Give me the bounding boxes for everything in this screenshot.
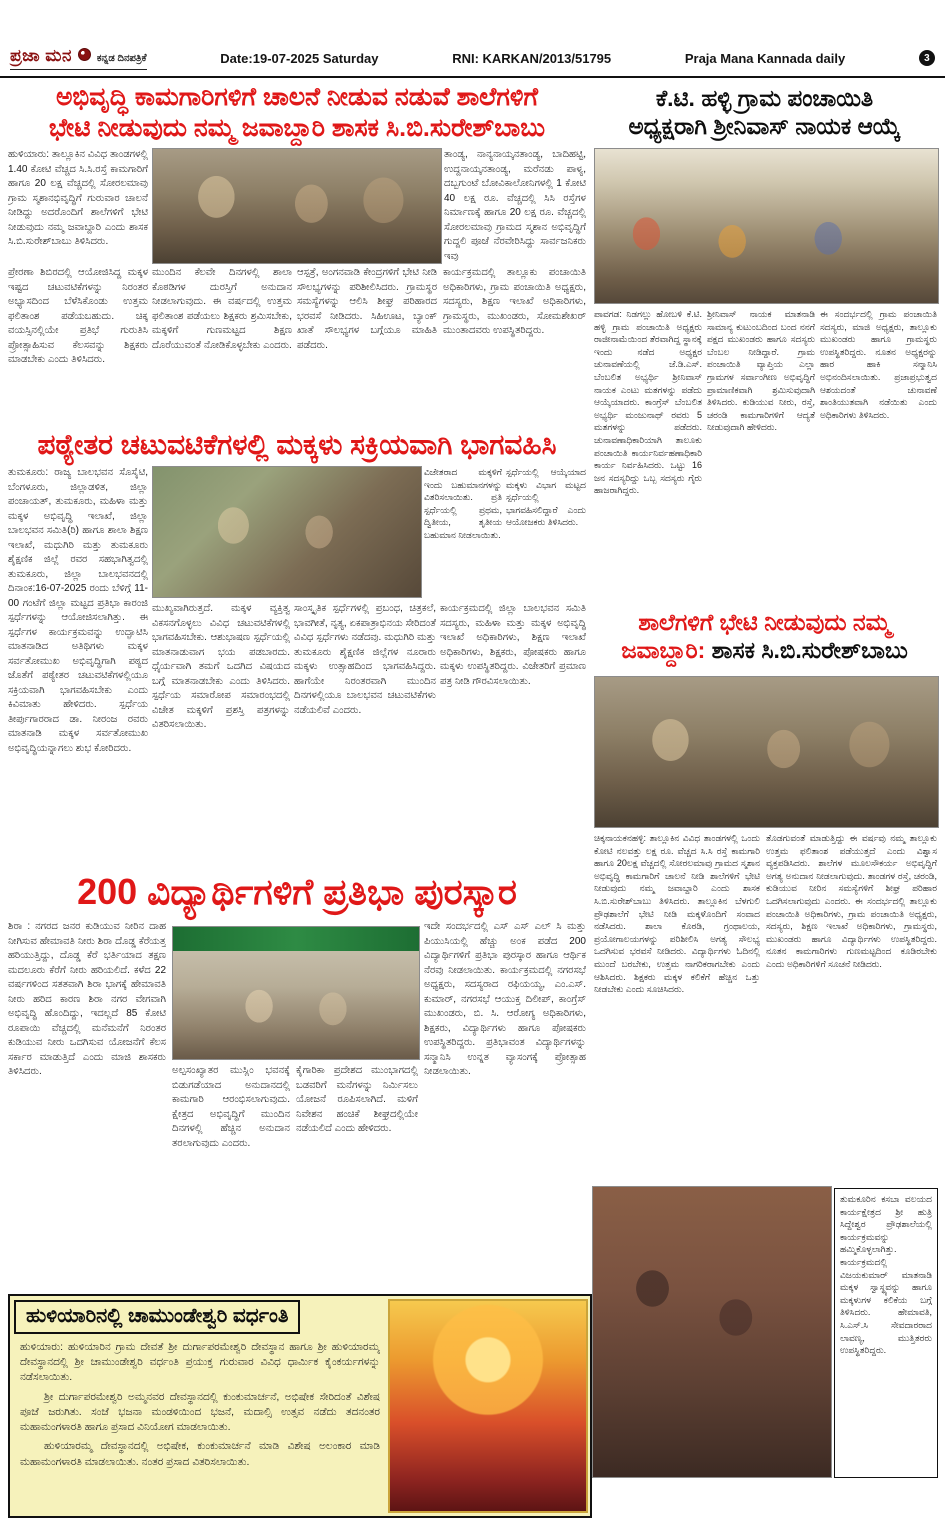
- main-story-col-left: ಹುಳಿಯಾರು: ತಾಲ್ಲೂಕಿನ ವಿವಿಧ ತಾಂಡಗಳಲ್ಲಿ 1.40 ಕೋಟಿ ವೆಚ್ಚದ ಸಿ.ಸಿ.ರಸ್ತೆ ಕಾಮಗಾರಿಗೆ ಹಾಗೂ 20 ಲಕ್ಷ ವೆಚ್ಚದಲ್ಲಿ ಸೋರಲಮಾವು ಗ್ರಾಮ ಸ್ಮಶಾನಭಿವೃದ್ಧಿಗೆ ಗುರುವಾರ ಚಾಲನೆ ನೀಡಿದ್ದು ಅದರೊಂದಿಗೆ ಶಾಲೆಗಳಿಗೆ ಭೇಟಿ ನೀಡುವುದು ನಮ್ಮ ಜವಾಬ್ದಾರಿ ಎಂದು ಶಾಸಕ ಸಿ.ಬಿ.ಸುರೇಶ್‌ಬಾಬು ತಿಳಿಸಿದರು.: [8, 149, 148, 247]
- pratibha-karanji-inauguration-photo: [152, 466, 422, 598]
- main-story-col3: ಆಸ್ಪತ್ರೆ, ಅಂಗನವಾಡಿ ಕೇಂದ್ರಗಳಿಗೆ ಭೇಟಿ ನೀಡಿ ಸೌಲಭ್ಯಗಳನ್ನು ಪರಿಶೀಲಿಸಿದರು. ಗ್ರಾಮಸ್ಥರ ಸಮಸ್ಯೆಗಳನ್ನು ಆಲಿಸಿ ಶೀಘ್ರ ಪರಿಹಾರದ ಭರವಸೆ ನೀಡಿದರು. ಸಿಹಿಊಟ, ಬ್ಯಾಂಕ್ ಖಾತೆ ಸೌಲಭ್ಯಗಳ ಬಗ್ಗೆಯೂ ಮಾಹಿತಿ ಪಡೆದರು.: [297, 267, 437, 351]
- kt-halli-col1: ಪಾವಗಡ: ನಿಡಗಲ್ಲು ಹೋಬಳಿ ಕೆ.ಟಿ. ಹಳ್ಳಿ ಗ್ರಾಮ ಪಂಚಾಯಿತಿ ಅಧ್ಯಕ್ಷರು ರಾಜೀನಾಮೆಯಿಂದ ತೆರವಾಗಿದ್ದ ಸ್ಥಾನಕ್ಕೆ ಇಂದು ನಡೆದ ಅಧ್ಯಕ್ಷರ ಚುನಾವಣೆಯಲ್ಲಿ ಜೆ.ಡಿ.ಎಸ್. ಬೆಂಬಲಿತ ಅಭ್ಯರ್ಥಿ ಶ್ರೀನಿವಾಸ್ ನಾಯಕ ಎಂಟು ಮತಗಳನ್ನು ಪಡೆದು ಆಯ್ಕೆಯಾದರು. ಕಾಂಗ್ರೆಸ್ ಬೆಂಬಲಿತ ಅಭ್ಯರ್ಥಿ ಮಂಜುನಾಥ್ ರವರು 5 ಮತಗಳನ್ನು ಪಡೆದರು. ಚುನಾವಣಾಧಿಕಾರಿಯಾಗಿ ತಾಲೂಕು ಪಂಚಾಯಿತಿ ಕಾರ್ಯನಿರ್ವಹಣಾಧಿಕಾರಿ ಕಾರ್ಯ ನಿರ್ವಹಿಸಿದರು. ಒಟ್ಟು 16 ಜನ ಸದಸ್ಯರಿದ್ದು ಒಬ್ಬ ಸದಸ್ಯರು ಗೈರು ಹಾಜರಾಗಿದ್ದರು.: [594, 309, 702, 496]
- extracurricular-col-left: ತುಮಕೂರು: ರಾಜ್ಯ ಬಾಲಭವನ ಸೊಸೈಟಿ, ಬೆಂಗಳೂರು, ಜಿಲ್ಲಾಡಳಿತ, ಜಿಲ್ಲಾ ಪಂಚಾಯತ್, ತುಮಕೂರು, ಮಹಿಳಾ ಮತ್ತು ಮಕ್ಕಳ ಅಭಿವೃದ್ಧಿ ಇಲಾಖೆ, ಜಿಲ್ಲಾ ಬಾಲಭವನ ಸಮಿತಿ(ರಿ) ಹಾಗೂ ಶಾಲಾ ಶಿಕ್ಷಣ ಇಲಾಖೆ, ಮಧುಗಿರಿ ಮತ್ತು ತುಮಕೂರು ಶೈಕ್ಷಣಿಕ ಜಿಲ್ಲೆ ರವರ ಸಹಭಾಗಿತ್ವದಲ್ಲಿ ತುಮಕೂರು, ಜಿಲ್ಲಾ ಬಾಲಭವನದಲ್ಲಿ ದಿನಾಂಕ:16-07-2025 ರಂದು ಬೆಳಿಗ್ಗೆ 11-00 ಗಂಟೆಗೆ ಜಿಲ್ಲಾ ಮಟ್ಟದ ಪ್ರತಿಭಾ ಕಾರಂಜಿ ಸ್ಪರ್ಧೆಗಳನ್ನು ಆಯೋಜಿಸಲಾಗಿತ್ತು. ಈ ಸ್ಪರ್ಧೆಗಳ ಕಾರ್ಯಕ್ರಮವನ್ನು ಉದ್ಘಾಟಿಸಿ ಮಾತನಾಡಿದ ಅತಿಥಿಗಳು ಮಕ್ಕಳ ಸರ್ವತೋಮುಖ ಅಭಿವೃದ್ಧಿಗಾಗಿ ಪಠ್ಯದ ಜೊತೆಗೆ ಪಠ್ಯೇತರ ಚಟುವಟಿಕೆಗಳಲ್ಲಿಯೂ ಸಕ್ರಿಯವಾಗಿ ಭಾಗವಹಿಸಬೇಕು ಎಂದು ಕಿವಿಮಾತು ಹೇಳಿದರು. ಸ್ಪರ್ಧೆಯ ತೀರ್ಪುಗಾರರಾದ ಡಾ. ನೀರಂಜ ರವರು ಮಾತನಾಡಿ ಮಕ್ಕಳ ಸರ್ವತೋಮುಖ ಅಭಿವೃದ್ಧಿಯನ್ನಾಗಲು ಶುಭ ಕೋರಿದರು.: [8, 467, 148, 754]
- masthead-logo: [10, 46, 147, 70]
- mla-school-visit-photo: [594, 676, 939, 828]
- main-headline-line2: ಭೇಟಿ ನೀಡುವುದು ನಮ್ಮ ಜವಾಬ್ದಾರಿ ಶಾಸಕ ಸಿ.ಬಿ.ಸುರೇಶ್‌ಬಾಬು: [48, 113, 546, 142]
- main-story-col2: ಮುಂದಿನ ಕೆಲವೇ ದಿನಗಳಲ್ಲಿ ಶಾಲಾ ಕೊಠಡಿಗಳ ದುರಸ್ತಿಗೆ ಅನುದಾನ ನೀಡಲಾಗುವುದು. ಈ ವರ್ಷದಲ್ಲಿ ಉತ್ತಮ ಫಲಿತಾಂಶ ಪಡೆಯಲು ಶಿಕ್ಷಕರು ಶ್ರಮಿಸಬೇಕು, ಮಕ್ಕಳಿಗೆ ಗುಣಮಟ್ಟದ ಶಿಕ್ಷಣ ದೊರೆಯುವಂತೆ ನೋಡಿಕೊಳ್ಳಬೇಕು ಎಂದರು.: [152, 267, 292, 351]
- chamundi-story-box: [8, 1294, 592, 1518]
- main-story-col1: ಪ್ರೇರಣಾ ಶಿಬಿರದಲ್ಲಿ ಆಯೋಜಿಸಿದ್ದ ಮಕ್ಕಳ ಇಷ್ಟದ ಚಟುವಟಿಕೆಗಳನ್ನು ನಿರಂತರ ಅಭ್ಯಾಸದಿಂದ ಬೆಳೆಸಿಕೊಂಡು ಉತ್ತಮ ಫಲಿತಾಂಶ ಪಡೆಯಬಹುದು. ಚಿಕ್ಕ ವಯಸ್ಸಿನಲ್ಲಿಯೇ ಪ್ರತಿಭೆ ಗುರುತಿಸಿ ಪ್ರೋತ್ಸಾಹಿಸುವ ಕೆಲಸವನ್ನು ಶಿಕ್ಷಕರು ಮಾಡಬೇಕು ಎಂದು ತಿಳಿಸಿದರು.: [8, 267, 148, 365]
- extracurricular-headline: ಪಠ್ಯೇತರ ಚಟುವಟಿಕೆಗಳಲ್ಲಿ ಮಕ್ಕಳು ಸಕ್ರಿಯವಾಗಿ ಭಾಗವಹಿಸಿ: [37, 429, 557, 460]
- extracurricular-col2: ಸಾಂಸ್ಕೃತಿಕ ಸ್ಪರ್ಧೆಗಳಲ್ಲಿ ಪ್ರಬಂಧ, ಚಿತ್ರಕಲೆ, ಭಾವಗೀತೆ, ನೃತ್ಯ, ಏಕಪಾತ್ರಾಭಿನಯ ಸೇರಿದಂತೆ ವಿವಿಧ ಸ್ಪರ್ಧೆಗಳು ನಡೆದವು. ಮಧುಗಿರಿ ಮತ್ತು ತುಮಕೂರು ಶೈಕ್ಷಣಿಕ ಜಿಲ್ಲೆಗಳ ನೂರಾರು ಮಕ್ಕಳು ಉತ್ಸಾಹದಿಂದ ಭಾಗವಹಿಸಿದ್ದರು. ಹಾಗೆಯೇ ನಿರಂತರವಾಗಿ ಮುಂದಿನ ದಿನಗಳಲ್ಲಿಯೂ ಬಾಲಭವನ ಚಟುವಟಿಕೆಗಳು ನಡೆಯಲಿವೆ ಎಂದರು.: [294, 603, 436, 716]
- talent-award-ceremony-photo: [172, 926, 420, 1060]
- kt-halli-headline-line1: ಕೆ.ಟಿ. ಹಳ್ಳಿ ಗ್ರಾಮ ಪಂಚಾಯಿತಿ: [655, 85, 874, 111]
- visit-headline-line1: ಶಾಲೆಗಳಿಗೆ ಭೇಟಿ ನೀಡುವುದು ನಮ್ಮ: [638, 609, 891, 635]
- talent-story-col2: ಕೈಗಾರಿಕಾ ಪ್ರದೇಶದ ಮುಂಭಾಗದಲ್ಲಿ ಬಡವರಿಗೆ ಮನೆಗಳನ್ನು ನಿರ್ಮಿಸಲು ಯೋಜನೆ ರೂಪಿಸಲಾಗಿದೆ. ಮಳಿಗೆ ನಿವೇಶನ ಹಂಚಿಕೆ ಶೀಘ್ರದಲ್ಲಿಯೇ ನಡೆಯಲಿದೆ ಎಂದು ಹೇಳಿದರು.: [296, 1065, 418, 1134]
- stage-banner: [173, 927, 419, 951]
- main-story-col-right: ತಾಂಡ್ಯ, ನಾನ್ಯನಾಯ್ಕನತಾಂಡ್ಯ, ಬಾದಿಹಟ್ಟಿ, ಉದ್ದನಾಯ್ಕನತಾಂಡ್ಯ, ಮರೆನಡು ಪಾಳ್ಯ, ದಬ್ಬಗುಂಟೆ ಬೋವಿಕಾಲೋನಿಗಳಲ್ಲಿ 1 ಕೋಟಿ 40 ಲಕ್ಷ ರೂ. ವೆಚ್ಚದಲ್ಲಿ ಸಿಸಿ ರಸ್ತೆಗಳ ನಿರ್ಮಾಣಕ್ಕೆ ಹಾಗೂ 20 ಲಕ್ಷ ರೂ. ವೆಚ್ಚದಲ್ಲಿ ಸೋರಲಮಾವು ಗ್ರಾಮದ ಸ್ಮಶಾನ ಅಭಿವೃದ್ಧಿಗೆ ಗುದ್ದಲಿ ಪೂಜೆ ನೆರವೇರಿಸಿದ್ದು ಸಾರ್ವಜನಿಕರು ಇವು: [444, 149, 586, 262]
- chamundi-para2: ಶ್ರೀ ದುರ್ಗಾಪರಮೇಶ್ವರಿ ಅಮ್ಮನವರ ದೇವಸ್ಥಾನದಲ್ಲಿ ಕುಂಕುಮಾರ್ಚನೆ, ಅಭಿಷೇಕ ಸೇರಿದಂತೆ ವಿಶೇಷ ಪೂಜೆ ಜರುಗಿತು. ಸಂಜೆ ಭಜನಾ ಮಂಡಳಿಯಿಂದ ಭಜನೆ, ಮದಾಲ್ಸಿ ಉತ್ಸವ ನಡೆದು ತದನಂತರ ಮಹಾಮಂಗಳಾರತಿ ಹಾಗೂ ಪ್ರಸಾದ ವಿನಿಯೋಗ ಮಾಡಲಾಯಿತು.: [20, 1390, 380, 1434]
- kt-halli-headline: [592, 84, 937, 140]
- talent-story-col-left: ಶಿರಾ : ನಗರದ ಜನರ ಕುಡಿಯುವ ನೀರಿನ ದಾಹ ನೀಗಿಸುವ ಹೇಮಾವತಿ ನೀರು ಶಿರಾ ದೊಡ್ಡ ಕೆರೆಯತ್ತ ಹರಿಯುತ್ತಿದ್ದು, ದೊಡ್ಡ ಕೆರೆ ಭರ್ತಿಯಾದ ತಕ್ಷಣ ಮದಲೂರು ಕೆರೆಗೆ ನೀರು ಹರಿಯಲಿದೆ. ಕಳೆದ 22 ವರ್ಷಗಳಿಂದ ಸತತವಾಗಿ ಶಿರಾ ಭಾಗಕ್ಕೆ ಹೇಮಾವತಿ ನೀರು ಹರಿದ ಕಾರಣ ಶಿರಾ ನಗರ ವೇಗವಾಗಿ ಅಭಿವೃದ್ಧಿ ಹೊಂದಿದ್ದು, ಇದಲ್ಲದೆ 85 ಕೋಟಿ ರೂಪಾಯಿ ವೆಚ್ಚದಲ್ಲಿ ಮನೆಮನೆಗೆ ನಿರಂತರ ಕುಡಿಯುವ ನೀರು ಒದಗಿಸುವ ಯೋಜನೆಗೆ ಕೆಲಸ ಸರ್ಕಾರ ಮಾಡುತ್ತಿದೆ ಎಂದು ಮಾಜಿ ಶಾಸಕರು ತಿಳಿಸಿದರು.: [8, 921, 166, 1077]
- visit-story-col1: ಚಿಕ್ಕನಾಯಕನಹಳ್ಳಿ: ತಾಲ್ಲೂಕಿನ ವಿವಿಧ ತಾಂಡಗಳಲ್ಲಿ ಒಂದು ಕೋಟಿ ನಲವತ್ತು ಲಕ್ಷ ರೂ. ವೆಚ್ಚದ ಸಿ.ಸಿ ರಸ್ತೆ ಕಾಮಗಾರಿ ಹಾಗೂ 20ಲಕ್ಷ ವೆಚ್ಚದಲ್ಲಿ ಸೋರಲಮಾವು ಗ್ರಾಮದ ಸ್ಮಶಾನ ಅಭಿವೃದ್ಧಿ ಕಾಮಗಾರಿಗೆ ಚಾಲನೆ ನೀಡಿ ಶಾಲೆಗಳಿಗೆ ಭೇಟಿ ನೀಡುವುದು ನಮ್ಮ ಜವಾಬ್ದಾರಿ ಎಂದು ಶಾಸಕ ಸಿ.ಬಿ.ಸುರೇಶ್‌ಬಾಬು ತಿಳಿಸಿದರು. ತಾಲ್ಲೂಕಿನ ಬೆಳಗುಲಿ ಪ್ರೌಢಶಾಲೆಗೆ ಭೇಟಿ ನೀಡಿ ಮಕ್ಕಳೊಂದಿಗೆ ಸಂವಾದ ನಡೆಸಿದರು. ಶಾಲಾ ಕೊಠಡಿ, ಗ್ರಂಥಾಲಯ, ಪ್ರಯೋಗಾಲಯಗಳನ್ನು ಪರಿಶೀಲಿಸಿ ಅಗತ್ಯ ಸೌಲಭ್ಯ ಒದಗಿಸುವ ಭರವಸೆ ನೀಡಿದರು. ವಿದ್ಯಾರ್ಥಿಗಳು ಓದಿನಲ್ಲಿ ಮುಂದೆ ಬರಬೇಕು, ಉತ್ತಮ ನಾಗರಿಕರಾಗಬೇಕು ಎಂದು ಆಶಿಸಿದರು. ಶಿಕ್ಷಕರು ಮಕ್ಕಳ ಕಲಿಕೆಗೆ ಹೆಚ್ಚಿನ ಒತ್ತು ನೀಡಬೇಕು ಎಂದು ಸೂಚಿಸಿದರು.: [594, 833, 760, 995]
- chamundi-headline: ಹುಳಿಯಾರಿನಲ್ಲಿ ಚಾಮುಂಡೇಶ್ವರಿ ವರ್ಧಂತಿ: [14, 1300, 300, 1334]
- visit-story-side-box: ತುಮಕೂರಿನ ಕಸಬಾ ವಲಯದ ಕಾರ್ಯಕ್ಷೇತ್ರದ ಶ್ರೀ ಹುತ್ರಿ ಸಿದ್ದೇಶ್ವರ ಪ್ರೌಢಶಾಲೆಯಲ್ಲಿ ಕಾರ್ಯಕ್ರಮವನ್ನು ಹಮ್ಮಿಕೊಳ್ಳಲಾಗಿತ್ತು. ಕಾರ್ಯಕ್ರಮದಲ್ಲಿ ವಿಜಯಕುಮಾರ್ ಮಾತನಾಡಿ ಮಕ್ಕಳ ಸ್ವಾಸ್ಥ್ಯವನ್ನು ಹಾಗೂ ಮಕ್ಕಳುಗಳ ಕಲಿಕೆಯ ಬಗ್ಗೆ ತಿಳಿಸಿದರು. ಹೇಮಾವತಿ, ಸಿ.ಎಸ್.ಸಿ ಸೇವದಾರರಾದ ಲಾವಣ್ಯ, ಮುತ್ತಿತರರು ಉಪಸ್ಥಿತರಿದ್ದರು.: [834, 1188, 938, 1478]
- newspaper-logo-text: ಪ್ರಜಾ ಮನ: [10, 46, 72, 65]
- extracurricular-col1: ಮುಖ್ಯವಾಗಿರುತ್ತದೆ. ಮಕ್ಕಳ ವ್ಯಕ್ತಿತ್ವ ವಿಕಸನಗೊಳ್ಳಲು ವಿವಿಧ ಚಟುವಟಿಕೆಗಳಲ್ಲಿ ಭಾಗವಹಿಸಬೇಕು. ಆಶುಭಾಷಣ ಸ್ಪರ್ಧೆಯಲ್ಲಿ ಮಾತನಾಡುವಾಗ ಭಯ ಪಡಬಾರದು. ಧೈರ್ಯವಾಗಿ ತಮಗೆ ಒದಗಿದ ವಿಷಯದ ಬಗ್ಗೆ ಮಾತನಾಡಬೇಕು ಎಂದು ತಿಳಿಸಿದರು. ಸ್ಪರ್ಧೆಯ ಸಮಾರೋಪ ಸಮಾರಂಭದಲ್ಲಿ ವಿಜೇತ ಮಕ್ಕಳಿಗೆ ಪ್ರಶಸ್ತಿ ಪತ್ರಗಳನ್ನು ವಿತರಿಸಲಾಯಿತು.: [152, 603, 290, 730]
- talent-story-col-right: ಇದೇ ಸಂದರ್ಭದಲ್ಲಿ ಎಸ್ ಎಸ್ ಎಲ್ ಸಿ ಮತ್ತು ಪಿಯುಸಿಯಲ್ಲಿ ಹೆಚ್ಚು ಅಂಕ ಪಡೆದ 200 ವಿದ್ಯಾರ್ಥಿಗಳಿಗೆ ಪ್ರತಿಭಾ ಪುರಸ್ಕಾರ ಹಾಗೂ ಆರ್ಥಿಕ ನೆರವು ನೀಡಲಾಯಿತು. ಕಾರ್ಯಕ್ರಮದಲ್ಲಿ ನಗರಸಭೆ ಅಧ್ಯಕ್ಷರು, ಸದಸ್ಯರಾದ ರಫಿಯಯ್ಯ, ಎಂ.ಎಸ್. ಕುಮಾರ್, ನಗರಸಭೆ ಆಯುಕ್ತ ದಿಲೀಪ್, ಕಾಂಗ್ರೆಸ್ ಮುಖಂಡರು, ಬಿ. ಸಿ. ಆರೋಗ್ಯ ಅಧಿಕಾರಿಗಳು, ಶಿಕ್ಷಕರು, ವಿದ್ಯಾರ್ಥಿಗಳು ಹಾಗೂ ಪೋಷಕರು ಉಪಸ್ಥಿತರಿದ್ದರು. ಪ್ರತಿಭಾವಂತ ವಿದ್ಯಾರ್ಥಿಗಳನ್ನು ಸನ್ಮಾನಿಸಿ ಉನ್ನತ ವ್ಯಾಸಂಗಕ್ಕೆ ಪ್ರೋತ್ಸಾಹ ನೀಡಲಾಯಿತು.: [424, 921, 586, 1077]
- edition-date: Date:19-07-2025 Saturday: [220, 50, 379, 66]
- visit-story-headline: [592, 608, 937, 664]
- main-story-headline: [8, 82, 586, 143]
- chamundi-para1: ಹುಳಿಯಾರು: ಹುಳಿಯಾರಿನ ಗ್ರಾಮ ದೇವತೆ ಶ್ರೀ ದುರ್ಗಾಪರಮೇಶ್ವರಿ ದೇವಸ್ಥಾನ ಹಾಗೂ ಶ್ರೀ ಹುಳಿಯಾರಮ್ಮ ದೇವಸ್ಥಾನದಲ್ಲಿ ಶ್ರೀ ಚಾಮುಂಡೇಶ್ವರಿ ವರ್ಧಂತಿ ಪ್ರಯುಕ್ತ ಗುರುವಾರ ವಿವಿಧ ಧಾರ್ಮಿಕ ಕೈಂಕರ್ಯಗಳನ್ನು ನಡೆಸಲಾಯಿತು.: [20, 1341, 380, 1384]
- chamundi-body: [20, 1340, 380, 1508]
- kt-halli-headline-line2: ಅಧ್ಯಕ್ಷರಾಗಿ ಶ್ರೀನಿವಾಸ್ ನಾಯಕ ಆಯ್ಕೆ: [628, 113, 901, 140]
- extracurricular-col3: ಕಾರ್ಯಕ್ರಮದಲ್ಲಿ ಜಿಲ್ಲಾ ಬಾಲಭವನ ಸಮಿತಿ ಸದಸ್ಯರು, ಮಹಿಳಾ ಮತ್ತು ಮಕ್ಕಳ ಅಭಿವೃದ್ಧಿ ಇಲಾಖೆ ಅಧಿಕಾರಿಗಳು, ಶಿಕ್ಷಣ ಇಲಾಖೆ ಅಧಿಕಾರಿಗಳು, ಶಿಕ್ಷಕರು, ಪೋಷಕರು ಹಾಗೂ ಮಕ್ಕಳು ಉಪಸ್ಥಿತರಿದ್ದರು. ವಿಜೇತರಿಗೆ ಪ್ರಮಾಣ ಪತ್ರ ನೀಡಿ ಗೌರವಿಸಲಾಯಿತು.: [440, 603, 586, 687]
- page-number-badge: 3: [919, 50, 935, 66]
- visit-headline-line2-red: ಜವಾಬ್ದಾರಿ:: [621, 637, 706, 664]
- newspaper-logo-subtitle: ಕನ್ನಡ ದಿನಪತ್ರಿಕೆ: [96, 53, 147, 64]
- students-program-crowd-photo: [592, 1186, 832, 1478]
- visit-story-col2: ತೊಡಗುವಂತೆ ಮಾಡುತ್ತಿದ್ದು ಈ ವರ್ಷವು ನಮ್ಮ ತಾಲ್ಲೂಕು ಉತ್ತಮ ಫಲಿತಾಂಶ ಪಡೆಯುತ್ತದೆ ಎಂದು ವಿಶ್ವಾಸ ವ್ಯಕ್ತಪಡಿಸಿದರು. ಶಾಲೆಗಳ ಮೂಲಸೌಕರ್ಯ ಅಭಿವೃದ್ಧಿಗೆ ಅಗತ್ಯ ಅನುದಾನ ನೀಡಲಾಗುವುದು. ತಾಂಡಗಳ ರಸ್ತೆ, ಚರಂಡಿ, ಕುಡಿಯುವ ನೀರಿನ ಸಮಸ್ಯೆಗಳಿಗೆ ಶೀಘ್ರ ಪರಿಹಾರ ಒದಗಿಸಲಾಗುವುದು ಎಂದರು. ಈ ಸಂದರ್ಭದಲ್ಲಿ ತಾಲ್ಲೂಕು ಪಂಚಾಯಿತಿ ಅಧಿಕಾರಿಗಳು, ಗ್ರಾಮ ಪಂಚಾಯಿತಿ ಅಧ್ಯಕ್ಷರು, ಸದಸ್ಯರು, ಶಿಕ್ಷಣ ಇಲಾಖೆ ಅಧಿಕಾರಿಗಳು, ಗ್ರಾಮಸ್ಥರು, ಮುಖಂಡರು ಹಾಗೂ ವಿದ್ಯಾರ್ಥಿಗಳು ಉಪಸ್ಥಿತರಿದ್ದರು. ನೂತನ ಕಾಮಗಾರಿಗಳು ಗುಣಮಟ್ಟದಿಂದ ಕೂಡಿರಬೇಕು ಎಂದು ಅಧಿಕಾರಿಗಳಿಗೆ ಸೂಚನೆ ನೀಡಿದರು.: [766, 833, 937, 969]
- main-story-col4: ಕಾರ್ಯಕ್ರಮದಲ್ಲಿ ತಾಲ್ಲೂಕು ಪಂಚಾಯಿತಿ ಅಧಿಕಾರಿಗಳು, ಗ್ರಾಮ ಪಂಚಾಯಿತಿ ಅಧ್ಯಕ್ಷರು, ಸದಸ್ಯರು, ಶಿಕ್ಷಣ ಇಲಾಖೆ ಅಧಿಕಾರಿಗಳು, ಗ್ರಾಮಸ್ಥರು, ಮುಖಂಡರು, ಸೋಮಶೇಖರ್ ಮುಂತಾದವರು ಉಪಸ್ಥಿತರಿದ್ದರು.: [443, 267, 586, 336]
- development-works-launch-photo: [152, 148, 442, 264]
- chamundi-para3: ಹುಳಿಯಾರಮ್ಮ ದೇವಸ್ಥಾನದಲ್ಲಿ ಅಭಿಷೇಕ, ಕುಂಕುಮಾರ್ಚನೆ ಮಾಡಿ ವಿಶೇಷ ಅಲಂಕಾರ ಮಾಡಿ ಮಹಾಮಂಗಳಾರತಿ ಮಾಡಲಾಯಿತು. ನಂತರ ಪ್ರಸಾದ ವಿತರಿಸಲಾಯಿತು.: [20, 1440, 380, 1468]
- new-president-felicitation-photo: [594, 148, 939, 304]
- masthead: [0, 44, 945, 78]
- visit-headline-line2: [592, 636, 937, 664]
- extracurricular-col-narrow1: ವಿಜೇತರಾದ ಮಕ್ಕಳಿಗೆ ಇಂದು ಬಹುಮಾನಗಳನ್ನು ವಿತರಿಸಲಾಯಿತು. ಪ್ರತಿ ಸ್ಪರ್ಧೆಯಲ್ಲಿ ಪ್ರಥಮ, ದ್ವಿತೀಯ, ತೃತೀಯ ಬಹುಮಾನ ನೀಡಲಾಯಿತು.: [424, 467, 502, 540]
- kt-halli-col2: ಶ್ರೀನಿವಾಸ್ ನಾಯಕ ಮಾತನಾಡಿ ಸಾಮಾನ್ಯ ಕುಟುಂಬದಿಂದ ಬಂದ ನನಗೆ ಪಕ್ಷದ ಮುಖಂಡರು ಹಾಗೂ ಸದಸ್ಯರು ಬೆಂಬಲ ನೀಡಿದ್ದಾರೆ. ಗ್ರಾಮ ಪಂಚಾಯಿತಿ ವ್ಯಾಪ್ತಿಯ ಎಲ್ಲಾ ಗ್ರಾಮಗಳ ಸರ್ವಾಂಗೀಣ ಅಭಿವೃದ್ಧಿಗೆ ಪ್ರಾಮಾಣಿಕವಾಗಿ ಶ್ರಮಿಸುವುದಾಗಿ ತಿಳಿಸಿದರು. ಕುಡಿಯುವ ನೀರು, ರಸ್ತೆ, ಚರಂಡಿ ಕಾಮಗಾರಿಗಳಿಗೆ ಆದ್ಯತೆ ನೀಡುವುದಾಗಿ ಹೇಳಿದರು.: [707, 309, 815, 433]
- chamundeshwari-deity-image: [388, 1299, 588, 1513]
- globe-icon: [78, 48, 91, 61]
- visit-headline-line2-black: ಶಾಸಕ ಸಿ.ಬಿ.ಸುರೇಶ್‌ಬಾಬು: [711, 637, 908, 664]
- extracurricular-col-narrow2: ಸ್ಪರ್ಧೆಯಲ್ಲಿ ಆಯ್ಕೆಯಾದ ಮಕ್ಕಳು ವಿಭಾಗ ಮಟ್ಟದ ಸ್ಪರ್ಧೆಯಲ್ಲಿ ಭಾಗವಹಿಸಲಿದ್ದಾರೆ ಎಂದು ಆಯೋಜಕರು ತಿಳಿಸಿದರು.: [506, 467, 586, 528]
- kt-halli-col3: ಈ ಸಂದರ್ಭದಲ್ಲಿ ಗ್ರಾಮ ಪಂಚಾಯಿತಿ ಸದಸ್ಯರು, ಮಾಜಿ ಅಧ್ಯಕ್ಷರು, ತಾಲ್ಲೂಕು ಮುಖಂಡರು ಹಾಗೂ ಗ್ರಾಮಸ್ಥರು ಉಪಸ್ಥಿತರಿದ್ದರು. ನೂತನ ಅಧ್ಯಕ್ಷರನ್ನು ಹಾರ ಹಾಕಿ ಸನ್ಮಾನಿಸಿ ಅಭಿನಂದಿಸಲಾಯಿತು. ಪ್ರಜಾಪ್ರಭುತ್ವದ ಆಶಯದಂತೆ ಚುನಾವಣೆ ಶಾಂತಿಯುತವಾಗಿ ನಡೆಯಿತು ಎಂದು ಅಧಿಕಾರಿಗಳು ತಿಳಿಸಿದರು.: [820, 309, 937, 420]
- talent-story-col1: ಅಲ್ಪಸಂಖ್ಯಾತರ ಮುಸ್ಲಿಂ ಭವನಕ್ಕೆ ಬಿಡುಗಡೆಯಾದ ಅನುದಾನದಲ್ಲಿ ಕಾಮಗಾರಿ ಆರಂಭಿಸಲಾಗುವುದು. ಕ್ಷೇತ್ರದ ಅಭಿವೃದ್ಧಿಗೆ ಮುಂದಿನ ದಿನಗಳಲ್ಲಿ ಹೆಚ್ಚಿನ ಅನುದಾನ ತರಲಾಗುವುದು ಎಂದರು.: [172, 1065, 290, 1149]
- main-headline-line1: ಅಭಿವೃದ್ಧಿ ಕಾಮಗಾರಿಗಳಿಗೆ ಚಾಲನೆ ನೀಡುವ ನಡುವೆ ಶಾಲೆಗಳಿಗೆ: [55, 83, 539, 111]
- rni-number: RNI: KARKAN/2013/51795: [452, 50, 612, 66]
- talent-award-headline: 200 ವಿದ್ಯಾರ್ಥಿಗಳಿಗೆ ಪ್ರತಿಭಾ ಪುರಸ್ಕಾರ: [77, 871, 517, 912]
- newspaper-brand-english: Praja Mana Kannada daily: [684, 50, 846, 66]
